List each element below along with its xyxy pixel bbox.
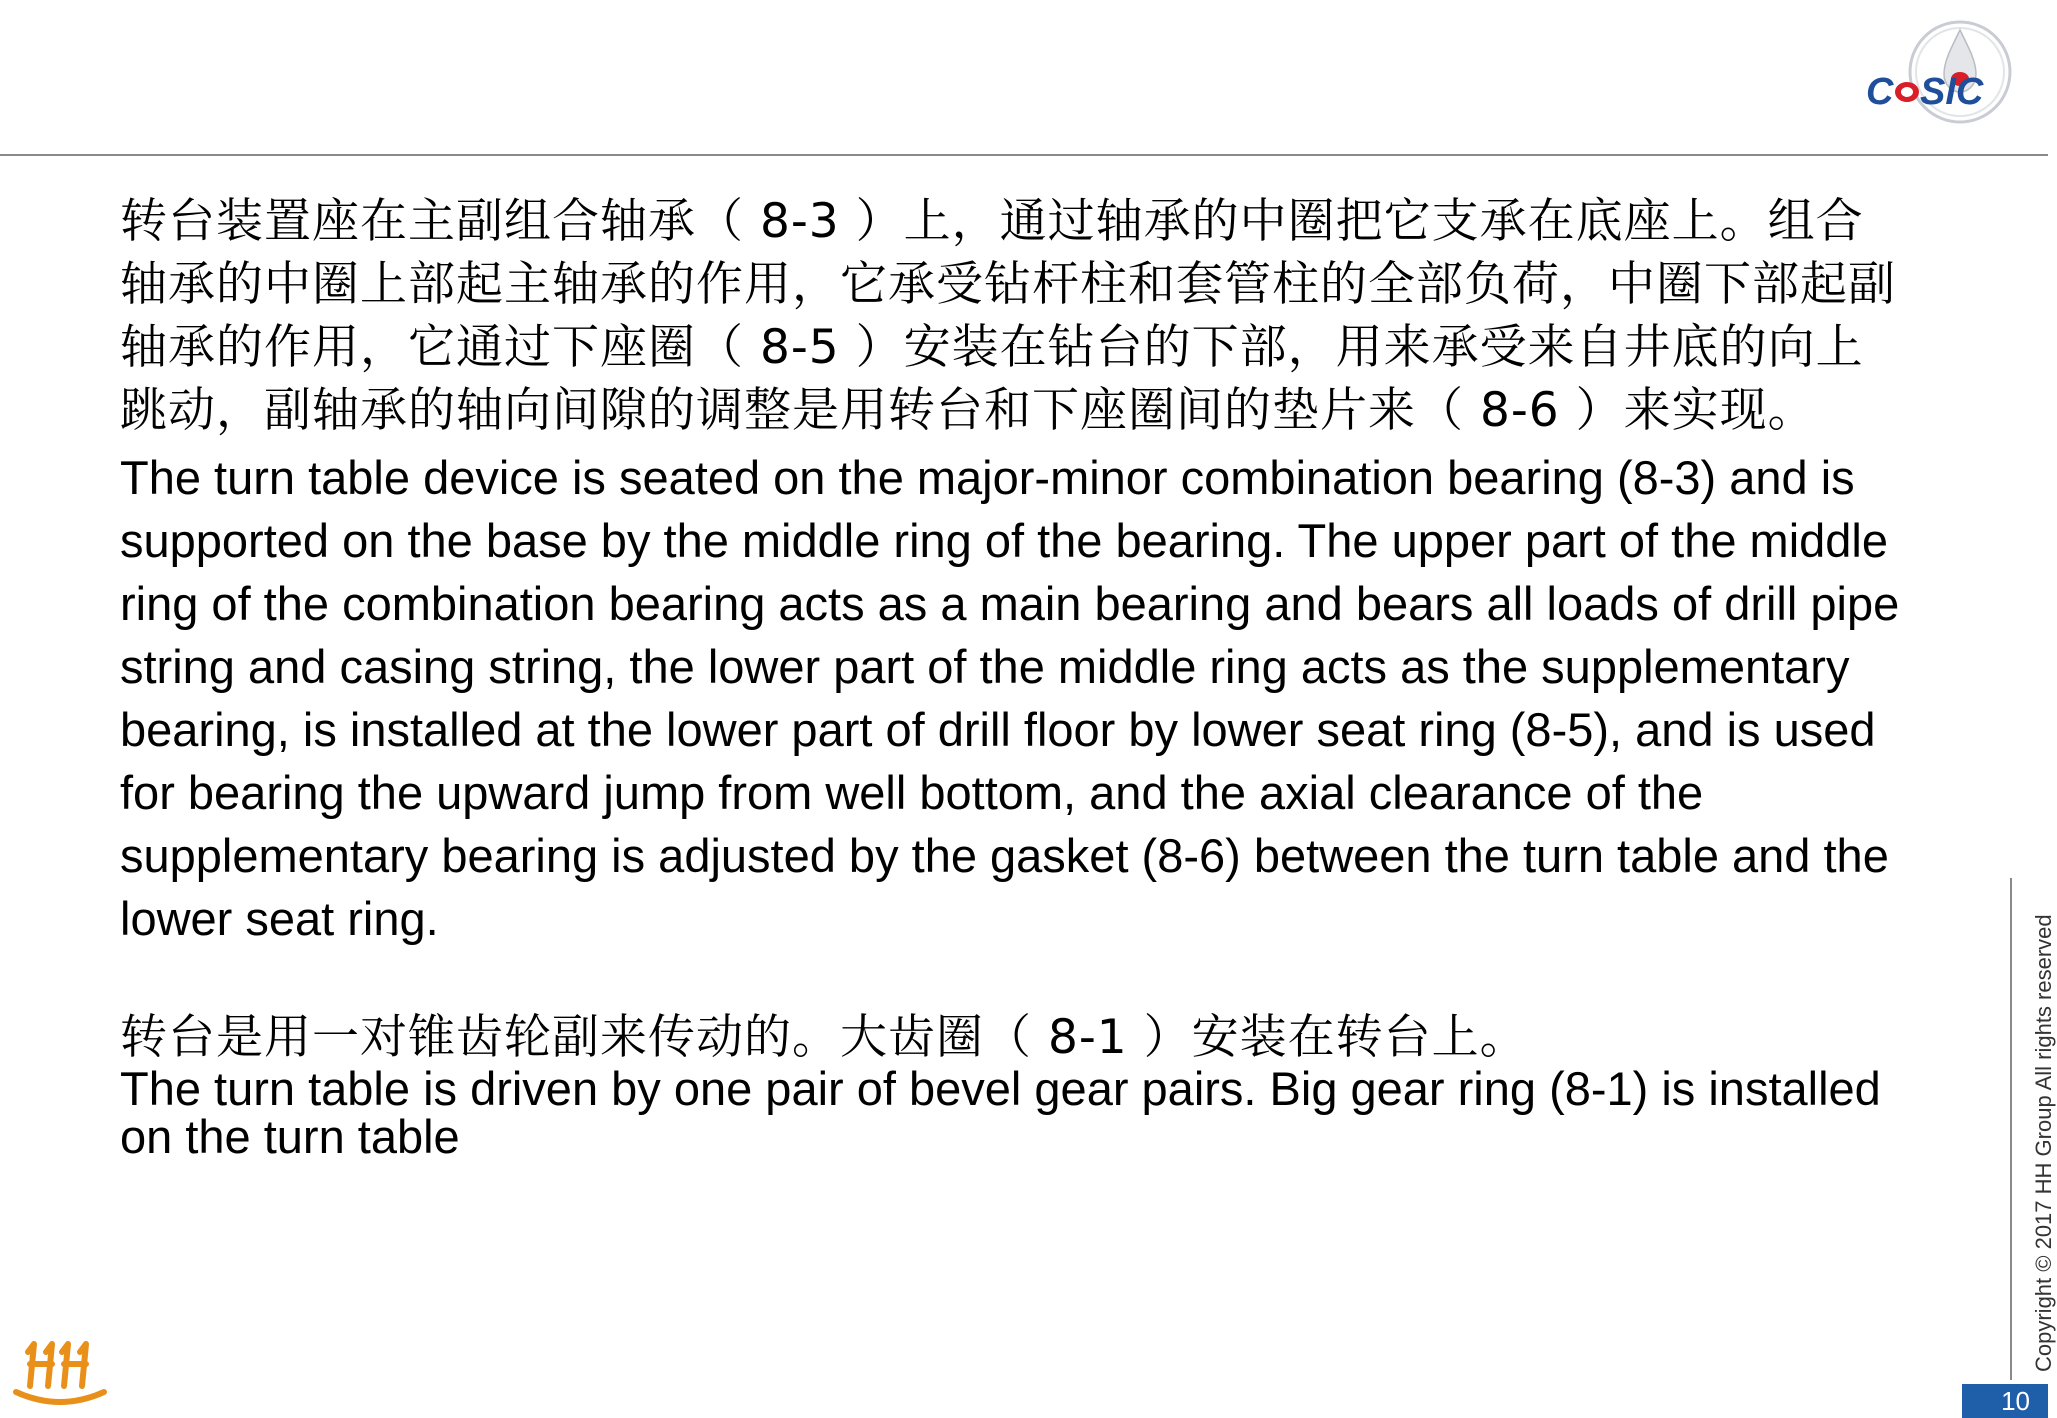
copyright-divider xyxy=(2010,878,2012,1380)
header-divider xyxy=(0,154,2048,156)
page-number: 10 xyxy=(1962,1384,2048,1418)
svg-text:C: C xyxy=(1866,71,1894,113)
paragraph-english-2: The turn table is driven by one pair of bevel gear pairs. Big gear ring (8-1) is installed on the turn table xyxy=(120,1062,1881,1163)
paragraph-english-1: The turn table device is seated on the major-minor combination bearing (8-3) and is supported on the base by the middle ring of the bearing. The upper part of the middle ring of the combination bearing acts as a main bearing and bears all loads of drill pipe string and casing string, the lower part of the middle ring acts as the supplementary bearing, is installed at the lower part of drill floor by lower seat ring (8-5), and is used for bearing the upward jump from well bottom, and the axial clearance of the supplementary bearing is adjusted by the gasket (8-6) between the turn table and the lower seat ring. xyxy=(120,451,1900,945)
paragraph-chinese-1: 转台装置座在主副组合轴承（ 8-3 ）上，通过轴承的中圈把它支承在底座上。组合轴承的中圈上部起主轴承的作用，它承受钻杆柱和套管柱的全部负荷，中圈下部起副轴承的作用，它通过下座圈（ 8-5 ）安装在钻台的下部，用来承受来自井底的向上跳动，副轴承的轴向间隙的调整是用转台和下座圈间的垫片来（ 8-6 ）来实现。 xyxy=(120,194,1896,438)
svg-text:SIC: SIC xyxy=(1920,71,1984,113)
hh-group-logo xyxy=(10,1330,110,1410)
slide-content xyxy=(120,190,1920,1161)
casic-logo xyxy=(1862,16,2032,136)
copyright-notice: Copyright © 2017 HH Group All rights reserved xyxy=(2031,914,2056,1372)
paragraph-chinese-2: 转台是用一对锥齿轮副来传动的。大齿圈（ 8-1 ）安装在转台上。 xyxy=(120,1010,1528,1065)
